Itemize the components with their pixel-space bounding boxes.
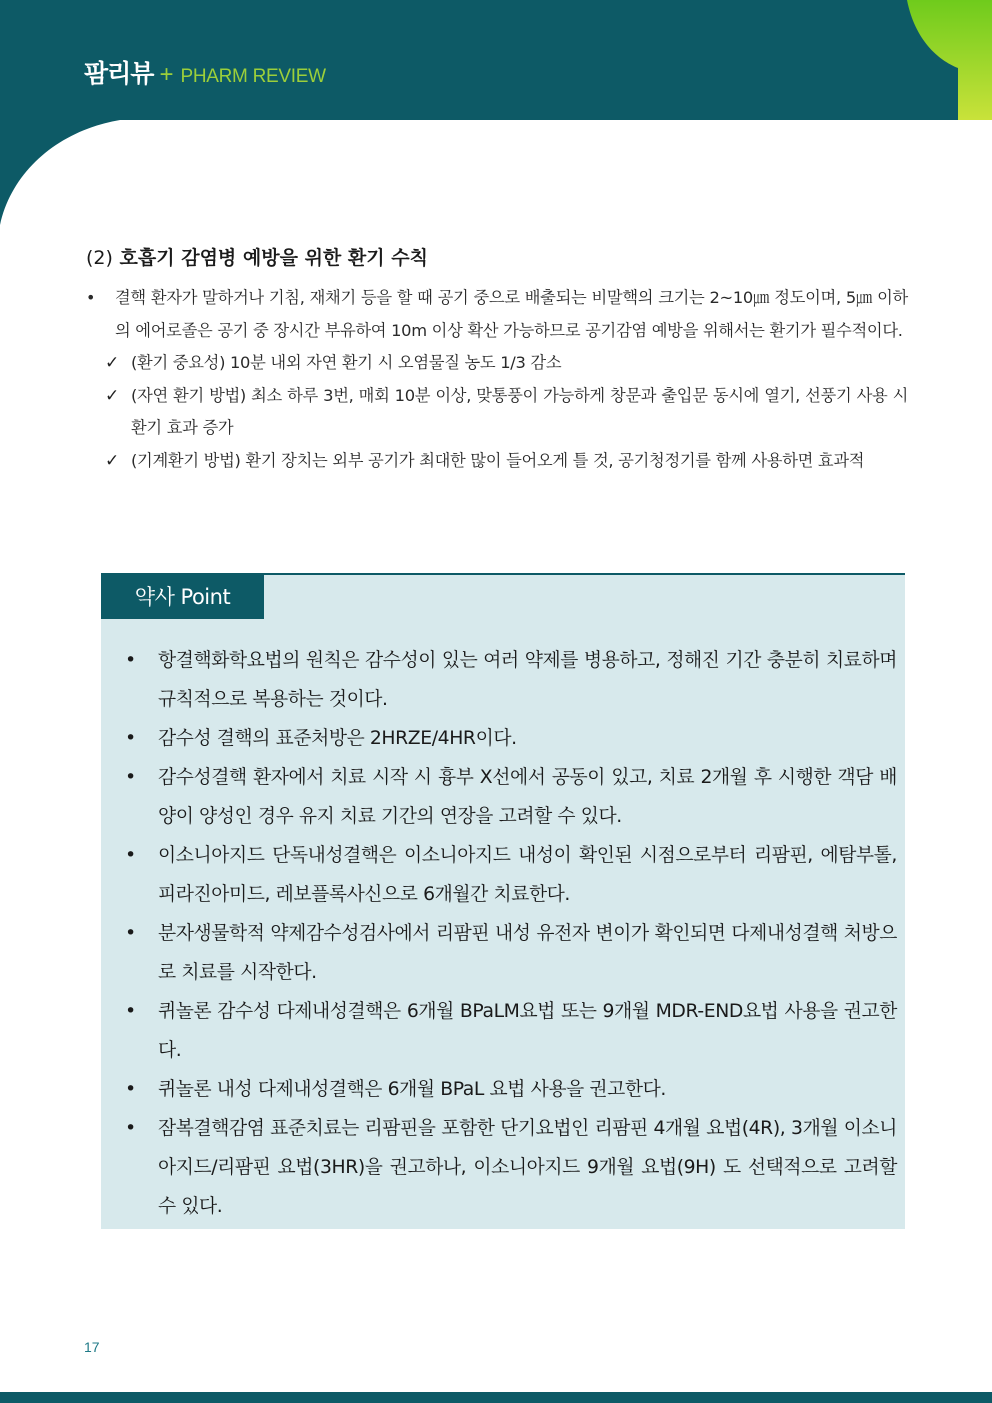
point-item [125, 1109, 897, 1226]
point-item [125, 992, 897, 1070]
bullet-dot: • [125, 1117, 136, 1139]
check-item [86, 445, 908, 478]
pharmacist-point-box [101, 573, 905, 1229]
bullet-dot: • [125, 922, 136, 944]
brand-logo [84, 54, 326, 90]
point-item-text: 퀴놀론 감수성 다제내성결핵은 6개월 BPaLM요법 또는 9개월 MDR-END요법 사용을 권고한다. [158, 1001, 897, 1061]
section-title [86, 243, 908, 270]
point-item [125, 836, 897, 914]
section-number: (2) [86, 247, 113, 269]
check-item-text: (기계환기 방법) 환기 장치는 외부 공기가 최대한 많이 들어오게 틀 것, 공기청정기를 함께 사용하면 효과적 [131, 450, 865, 470]
bullet-dot: • [125, 727, 136, 749]
point-item-text: 이소니아지드 단독내성결핵은 이소니아지드 내성이 확인된 시점으로부터 리팜핀, 에탐부톨, 피라진아미드, 레보플록사신으로 6개월간 치료한다. [158, 845, 897, 905]
bullet-dot: • [125, 649, 136, 671]
point-item [125, 758, 897, 836]
brand-plus: + [159, 61, 174, 88]
point-item-text: 항결핵화학요법의 원칙은 감수성이 있는 여러 약제를 병용하고, 정해진 기간 충분히 치료하며 규칙적으로 복용하는 것이다. [158, 650, 897, 710]
point-item-text: 잠복결핵감염 표준치료는 리팜핀을 포함한 단기요법인 리팜핀 4개월 요법(4R), 3개월 이소니아지드/리팜핀 요법(3HR)을 권고하나, 이소니아지드 9개월 요법(9H) 도 선택적으로 고려할 수 있다. [158, 1118, 897, 1217]
point-item-text: 분자생물학적 약제감수성검사에서 리팜핀 내성 유전자 변이가 확인되면 다제내성결핵 처방으로 치료를 시작한다. [158, 923, 897, 983]
bullet-dot: • [125, 1078, 136, 1100]
header-banner [0, 0, 992, 230]
check-item [86, 380, 908, 445]
bullet-dot: • [125, 766, 136, 788]
point-item-text: 감수성 결핵의 표준처방은 2HRZE/4HR이다. [158, 728, 517, 749]
check-item-text: (환기 중요성) 10분 내외 자연 환기 시 오염물질 농도 1/3 감소 [131, 353, 562, 372]
check-list [86, 347, 908, 477]
bullet-dot: • [125, 844, 136, 866]
point-item [125, 641, 897, 719]
header-curve [0, 120, 120, 225]
point-item-text: 감수성결핵 환자에서 치료 시작 시 흉부 X선에서 공동이 있고, 치료 2개월 후 시행한 객담 배양이 양성인 경우 유지 치료 기간의 연장을 고려할 수 있다. [158, 767, 897, 827]
pharmacist-point-title: 약사 Point [101, 575, 264, 619]
point-list [125, 641, 897, 1226]
check-item-text: (자연 환기 방법) 최소 하루 3번, 매회 10분 이상, 맞통풍이 가능하게 창문과 출입문 동시에 열기, 선풍기 사용 시 환기 효과 증가 [131, 385, 908, 437]
checkmark-icon: ✓ [105, 385, 119, 406]
section-title-text: 호흡기 감염병 예방을 위한 환기 수칙 [119, 247, 428, 269]
ventilation-section [86, 243, 908, 477]
bullet-dot: • [125, 1000, 136, 1022]
bullet-dot: • [86, 288, 96, 307]
point-item [125, 1070, 897, 1109]
point-item [125, 914, 897, 992]
point-item-text: 퀴놀론 내성 다제내성결핵은 6개월 BPaL 요법 사용을 권고한다. [158, 1079, 666, 1100]
checkmark-icon: ✓ [105, 450, 119, 471]
section-bullet [86, 282, 908, 347]
point-item [125, 719, 897, 758]
brand-english: PHARM REVIEW [180, 66, 326, 87]
section-bullet-text: 결핵 환자가 말하거나 기침, 재채기 등을 할 때 공기 중으로 배출되는 비말핵의 크기는 2~10㎛ 정도이며, 5㎛ 이하의 에어로졸은 공기 중 장시간 부유하여 10m 이상 확산 가능하므로 공기감염 예방을 위해서는 환기가 필수적이다. [115, 288, 908, 340]
checkmark-icon: ✓ [105, 353, 119, 373]
check-item [86, 347, 908, 380]
brand-korean: 팜리뷰 [84, 59, 154, 88]
footer-bar [0, 1392, 992, 1403]
page-number: 17 [84, 1339, 100, 1355]
